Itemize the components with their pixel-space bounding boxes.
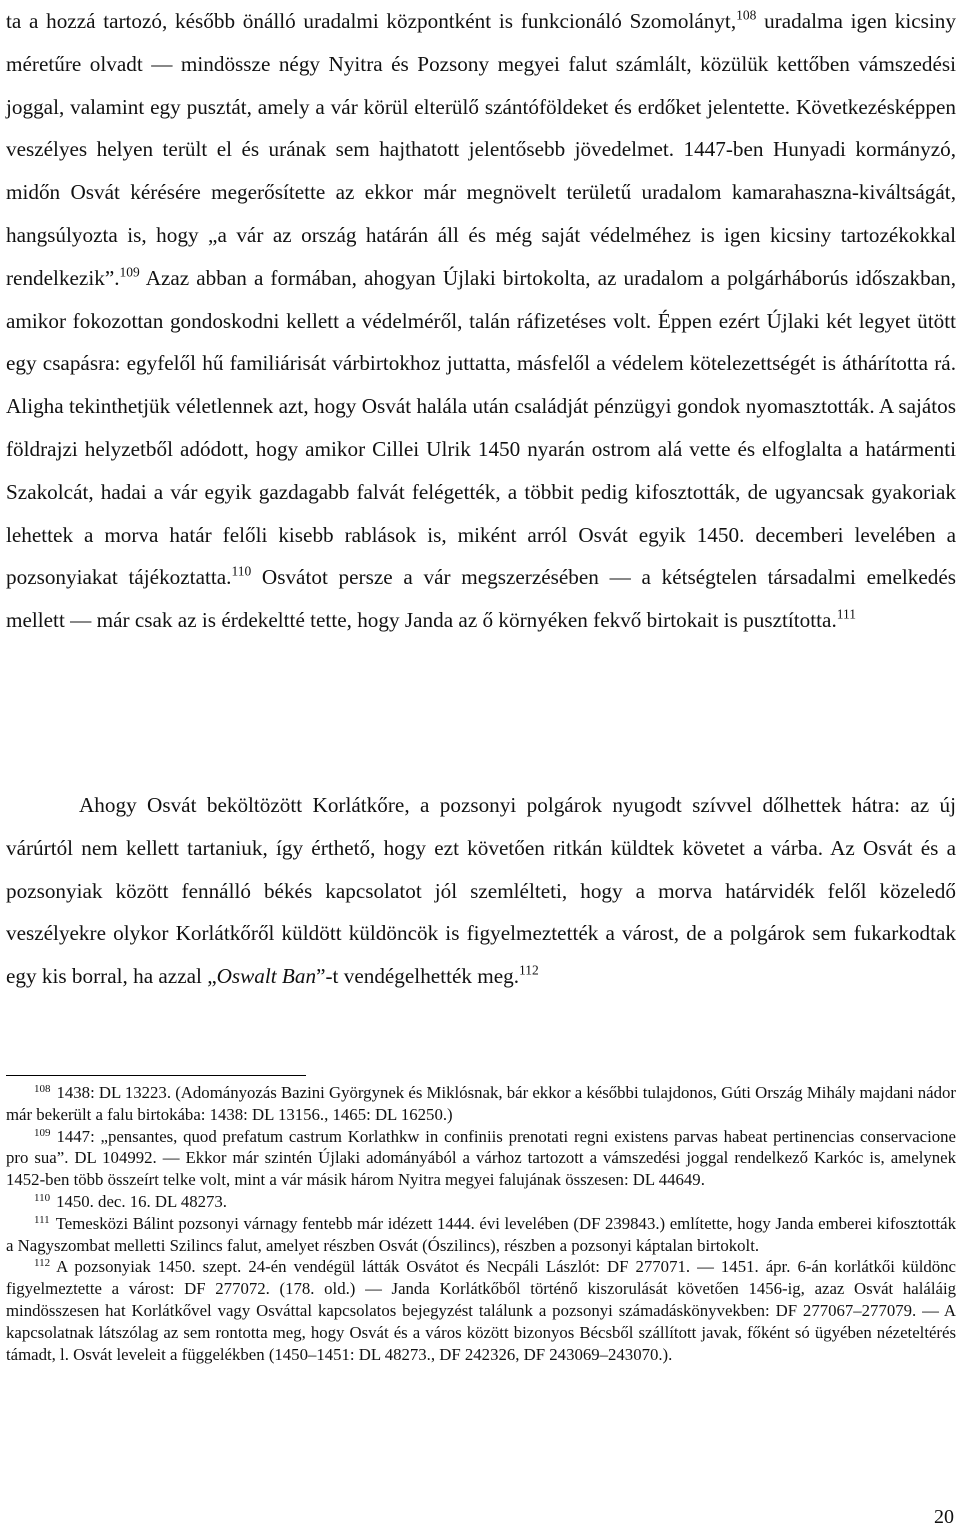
text-span: uradalma igen kicsiny méretűre olvadt — mindössze négy Nyitra és Pozsony megyei falut számlált, közülük kettőben vámszedési joggal, valamint egy pusztát, amely a vár körül elterülő szántóföldeket és erdőket jelentette. Következésképpen veszélyes helyen terült el és urának sem hajthatott jelentősebb jövedelmet. 1447-ben Hunyadi kormányzó, midőn Osvát kérésére megerősítette az ekkor már megnövelt területű uradalom kamarahaszna-kiváltságát, hangsúlyozta is, hogy „a vár az ország határán áll és még saját védelméhez is igen kicsiny tartozékokkal rendelkezik”. [6, 9, 956, 290]
text-span: ”-t vendégelhették meg. [316, 964, 520, 989]
footnote-separator [6, 1075, 306, 1076]
footnote-ref-112[interactable]: 112 [519, 962, 539, 978]
footnote-ref-111[interactable]: 111 [836, 606, 857, 622]
body-paragraph-1 [6, 0, 956, 642]
text-span: Ahogy Osvát beköltözött Korlátkőre, a pozsonyi polgárok nyugodt szívvel dőlhettek hátra: az új várúrtól nem kellett tartaniuk, így érthető, hogy ezt követően ritkán küldtek követet a várba. Az Osvát és a pozsonyiak között fennálló békés kapcsolatot jól szemlélteti, hogy a morva határvidék felől közeledő veszélyekre olykor Korlátkőről küldött küldöncök is figyelmeztették a várost, de a polgárok sem fukarkodtak egy kis borral, ha azzal „ [6, 793, 956, 989]
footnote-text: Temesközi Bálint pozsonyi várnagy fentebb már idézett 1444. évi levelében (DF 239843.) említette, hogy Janda emberei kifosztották a Nagyszombat melletti Szilincs falut, amelyet részben Osvát (Ószilincs), részben a pozsonyi káptalan birtokolt. [6, 1213, 956, 1255]
footnote-108 [6, 1082, 956, 1126]
footnote-text: 1447: „pensantes, quod prefatum castrum Korlathkw in confiniis prenotati regni existens parvas habeat pertinencias conservacione pro sua”. DL 104992. — Ekkor már szintén Újlaki adományából a várhoz tartozott a vámszedési joggal rendelkező Karkóc is, amelynek 1452-ben több összeírt telke volt, mint a vár másik három Nyitra megyei falujának összesen: DL 44649. [6, 1126, 956, 1190]
footnote-ref-108[interactable]: 108 [736, 7, 757, 23]
footnote-110 [6, 1191, 956, 1213]
footnote-number: 110 [34, 1191, 51, 1204]
footnote-number: 109 [34, 1126, 51, 1139]
page-number: 20 [934, 1506, 954, 1528]
footnote-112 [6, 1256, 956, 1365]
footnote-number: 111 [34, 1213, 50, 1226]
footnote-109 [6, 1126, 956, 1191]
footnote-number: 112 [34, 1257, 51, 1270]
footnote-111 [6, 1213, 956, 1257]
text-span: Osvátot persze a vár megszerzésében — a kétségtelen társadalmi emelkedés mellett — már csak az is érdekeltté tette, hogy Janda az ő környéken fekvő birtokait is pusztította. [6, 565, 957, 633]
italic-quote: Oswalt Ban [216, 964, 317, 989]
body-paragraph-2 [6, 784, 956, 998]
footnote-text: A pozsonyiak 1450. szept. 24-én vendégül látták Osvátot és Necpáli Lászlót: DF 277071. — 1451. ápr. 6-án korlátkői küldönc figyelmeztette a várost: DF 277072. (178. old.) — Janda Korlátkőből történő kiszorulását követően 1456-ig, azaz Osvát haláláig mindösszesen hat Korlátkővel vagy Osváttal kapcsolatos bejegyzést találunk a pozsonyi számadáskönyvekben: DF 277067–277079. — A kapcsolatnak látszólag az sem rontotta meg, hogy Osvát és a város között bizonyos Bécsből szállított javak, főként só ügyében nézeteltérés támadt, l. Osvát leveleit a függelékben (1450–1451: DL 48273., DF 242326, DF 243069–243070.). [6, 1257, 956, 1364]
text-span: Azaz abban a formában, ahogyan Újlaki birtokolta, az uradalom a polgárháborús időszakban, amikor fokozottan gondoskodni kellett a védelméről, talán ráfizetéses volt. Éppen ezért Újlaki két legyet ütött egy csapásra: egyfelől hű familiárisát várbirtokhoz juttatta, másfelől a védelem kötelezettségét is áthárította rá. Aligha tekinthetjük véletlennek azt, hogy Osvát halála után családját pénzügyi gondok nyomasztották. A sajátos földrajzi helyzetből adódott, hogy amikor Cillei Ulrik 1450 nyarán ostrom alá vette és elfoglalta a határmenti Szakolcát, hadai a vár egyik gazdagabb falvát felégették, a többit pedig kifosztották, de ugyancsak gyakoriak lehettek a morva határ felőli kisebb rablások is, miként arról Osvát egyik 1450. decemberi levelében a pozsonyiakat tájékoztatta. [6, 265, 956, 590]
footnote-text: 1450. dec. 16. DL 48273. [56, 1191, 227, 1211]
footnote-number: 108 [34, 1082, 51, 1095]
footnotes-section [6, 1082, 956, 1365]
footnote-ref-110[interactable]: 110 [231, 564, 252, 579]
footnote-text: 1438: DL 13223. (Adományozás Bazini Györgynek és Miklósnak, bár ekkor a későbbi tulajdonos, Gúti Ország Mihály majdani nádor már bekerült a falu birtokába: 1438: DL 13156., 1465: DL 16250.) [6, 1083, 956, 1124]
text-span: ta a hozzá tartozó, később önálló uradalmi központként is funkcionáló Szomolányt, [6, 9, 737, 33]
footnote-ref-109[interactable]: 109 [119, 264, 140, 280]
